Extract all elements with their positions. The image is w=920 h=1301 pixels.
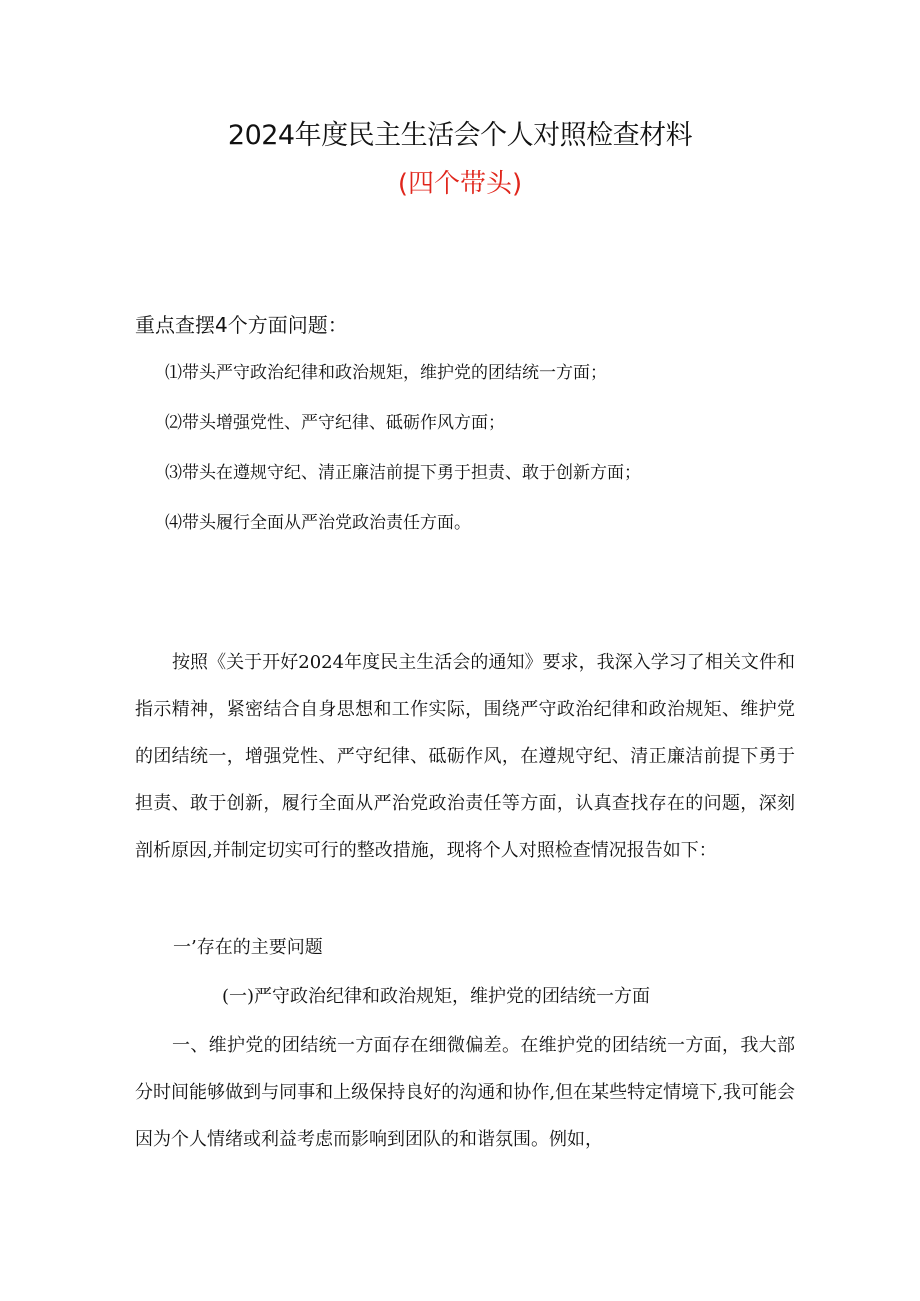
document-subtitle: (四个带头) [397, 169, 523, 199]
issue-list [165, 356, 641, 556]
issue-item: ⑵带头增强党性、严守纪律、砥砺作风方面； [165, 413, 505, 433]
issue-item: ⑷带头履行全面从严治党政治责任方面。 [165, 513, 471, 533]
body-paragraph: 一、维护党的团结统一方面存在细微偏差。在维护党的团结统一方面，我大部分时间能够做到与同事和上级保持良好的沟通和协作,但在某些特定情境下,我可能会因为个人情绪或利益考虑而影响到团队的和谐氛围。例如， [135, 1035, 795, 1150]
issue-item: ⑴带头严守政治纪律和政治规矩，维护党的团结统一方面； [165, 363, 607, 383]
heading-subsection-1: (一)严守政治纪律和政治规矩，维护党的团结统一方面 [222, 986, 651, 1007]
document-title: 2024年度民主生活会个人对照检查材料 [227, 120, 693, 151]
issue-item: ⑶带头在遵规守纪、清正廉洁前提下勇于担责、敢于创新方面； [165, 463, 641, 483]
section-heading: 重点查摆4个方面问题： [135, 313, 348, 337]
intro-paragraph: 按照《关于开好2024年度民主生活会的通知》要求，我深入学习了相关文件和指示精神，紧密结合自身思想和工作实际，围绕严守政治纪律和政治规矩、维护党的团结统一，增强党性、严守纪律、砥砺作风，在遵规守纪、清正廉洁前提下勇于担责、敢于创新，履行全面从严治党政治责任等方面，认真查找存在的问题，深刻剖析原因,并制定切实可行的整改措施，现将个人对照检查情况报告如下： [135, 652, 795, 861]
heading-main-problems: 一’存在的主要问题 [173, 937, 323, 958]
